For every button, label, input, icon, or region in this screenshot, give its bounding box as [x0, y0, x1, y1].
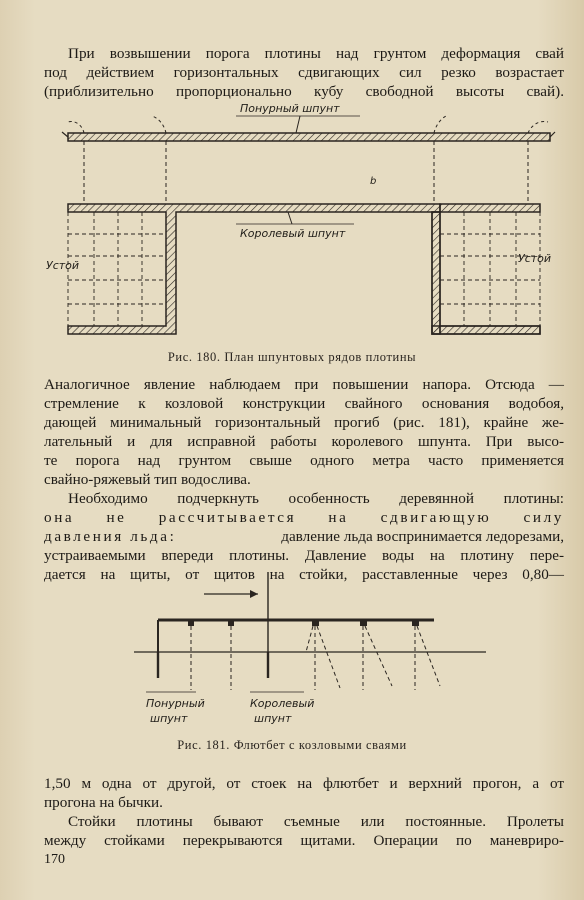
- cutoff-sheet-pile: [68, 204, 440, 334]
- text-line: под действием горизонтальных сдвигающих сил резко возрастает: [44, 64, 564, 81]
- label-cutoff-pile-2: шпунт: [254, 712, 292, 725]
- text-line: лательный и для исправной работы королевого шпунта. При высо-: [44, 433, 564, 450]
- text-fragment: давление льда воспринимается ледорезами,: [281, 528, 564, 545]
- paragraph-posts-cont: [44, 831, 564, 850]
- text-line: дающей минимальный горизонтальный прогиб (рис. 181), крайне же-: [44, 414, 564, 431]
- text-spaced-fragment: давления льда:: [44, 528, 177, 545]
- label-right-abutment: Устой: [518, 252, 552, 265]
- paragraph-intro: [44, 44, 564, 63]
- text-line: дается на щиты, от щитов на стойки, расставленные через 0,80—: [44, 566, 564, 583]
- right-abutment-grid: [440, 212, 540, 326]
- left-abutment-grid: [68, 212, 166, 326]
- paragraph-posts: [44, 812, 564, 831]
- figure-180-diagram: [0, 94, 584, 344]
- paragraph-pressure: [44, 375, 564, 489]
- paragraph-ice-spaced: [44, 508, 564, 527]
- text-line: Стойки плотины бывают съемные или постоянные. Пролеты: [68, 813, 564, 830]
- text-line: свайно-ряжевый тип водослива.: [44, 471, 251, 488]
- text-line: Необходимо подчеркнуть особенность деревянной плотины:: [68, 490, 564, 507]
- page-number: 170: [44, 852, 65, 867]
- label-upstream-pile-2: шпунт: [150, 712, 188, 725]
- label-upstream-sheet-pile: Понурный шпунт: [240, 102, 340, 115]
- paragraph-loads: [44, 774, 564, 812]
- text-line: устраиваемыми впереди плотины. Давление воды на плотину пере-: [44, 547, 564, 564]
- text-line-spaced: она не рассчитывается на сдвигающую силу: [44, 509, 564, 526]
- text-line: прогона на бычки.: [44, 794, 163, 811]
- text-line: (приблизительно пропорционально кубу свободной высоты свай).: [44, 83, 564, 100]
- text-line: между стойками перекрываются щитами. Операции по маневриро-: [44, 832, 564, 849]
- label-cutoff-pile-1: Королевый: [250, 697, 315, 710]
- text-line: стремление к козловой конструкции свайного основания водобоя,: [44, 395, 564, 412]
- paragraph-ice: [44, 489, 564, 508]
- figure-181-caption: Рис. 181. Флютбет с козловыми сваями: [177, 738, 407, 752]
- text-line: 1,50 м одна от другой, от стоек на флютбет и верхний прогон, а от: [44, 775, 564, 792]
- text-line: При возвышении порога плотины над грунтом деформация свай: [68, 45, 564, 62]
- figure-181-diagram: [0, 570, 584, 730]
- label-cutoff-sheet-pile: Королевый шпунт: [240, 227, 346, 240]
- label-upstream-pile-1: Понурный: [146, 697, 205, 710]
- figure-180-caption: Рис. 180. План шпунтовых рядов плотины: [167, 350, 417, 364]
- upstream-sheet-pile: [68, 133, 550, 141]
- text-line: Аналогичное явление наблюдаем при повышении напора. Отсюда —: [44, 376, 564, 393]
- text-line: те порога над грунтом свыше одного метра часто применяется: [44, 452, 564, 469]
- label-span-b: b: [370, 176, 377, 187]
- label-left-abutment: Устой: [46, 259, 80, 272]
